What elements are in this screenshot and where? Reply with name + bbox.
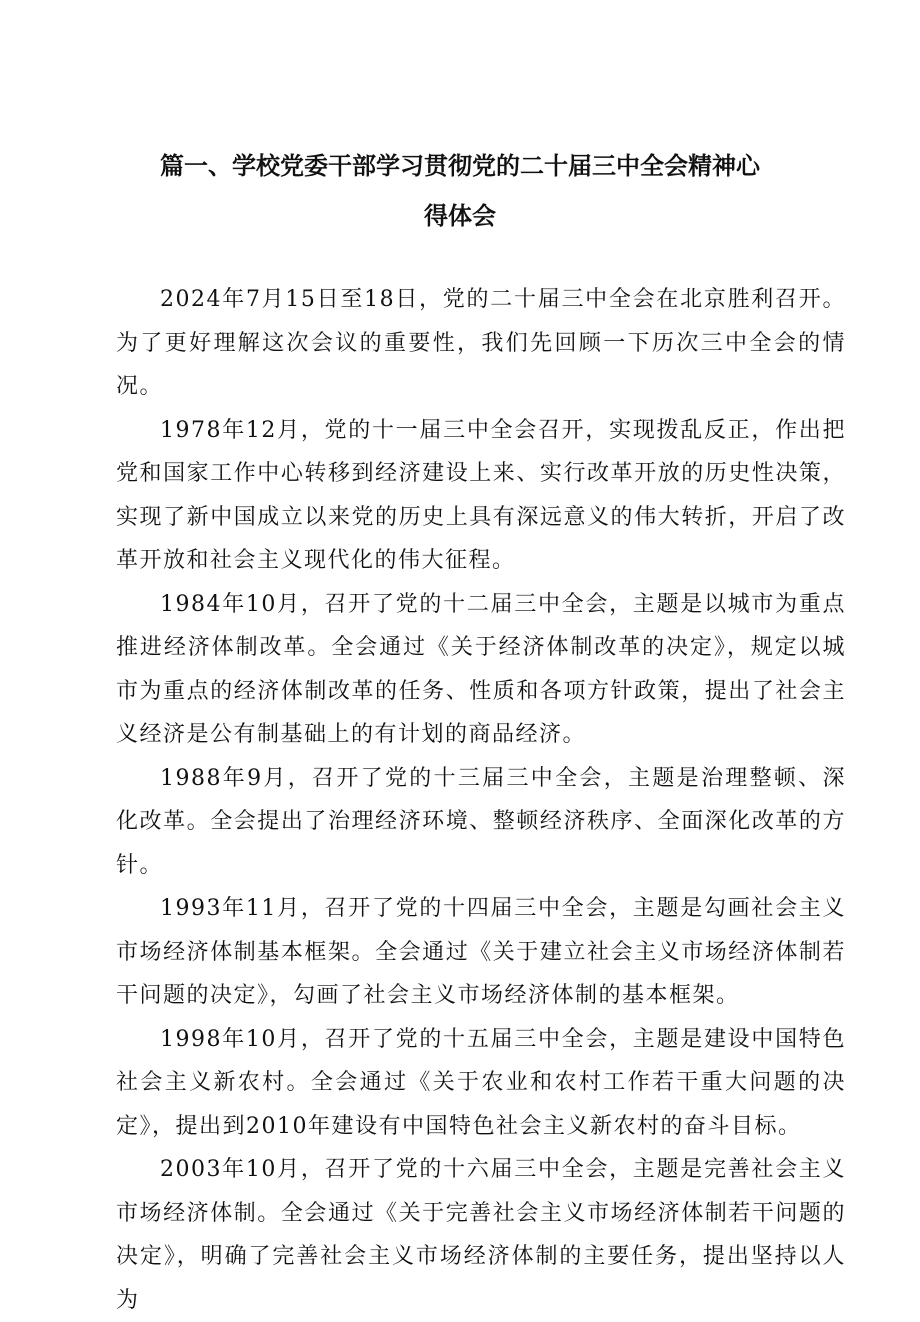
document-body [116, 278, 846, 1322]
paragraph-2003: 2003年10月，召开了党的十六届三中全会，主题是完善社会主义市场经济体制。全会通过《关于完善社会主义市场经济体制若干问题的决定》，明确了完善社会主义市场经济体制的主要任务，提出坚持以人为 [116, 1157, 846, 1313]
document-title-line-2: 得体会 [424, 202, 496, 230]
document-title-line-1: 篇一、学校党委干部学习贯彻党的二十届三中全会精神心 [160, 152, 760, 180]
paragraph-1978: 1978年12月，党的十一届三中全会召开，实现拨乱反正，作出把党和国家工作中心转移到经济建设上来、实行改革开放的历史性决策，实现了新中国成立以来党的历史上具有深远意义的伟大转折，开启了改革开放和社会主义现代化的伟大征程。 [116, 417, 846, 573]
paragraph-1984: 1984年10月，召开了党的十二届三中全会，主题是以城市为重点推进经济体制改革。全会通过《关于经济体制改革的决定》，规定以城市为重点的经济体制改革的任务、性质和各项方针政策，提出了社会主义经济是公有制基础上的有计划的商品经济。 [116, 591, 846, 747]
paragraph-2024: 2024年7月15日至18日，党的二十届三中全会在北京胜利召开。为了更好理解这次会议的重要性，我们先回顾一下历次三中全会的情况。 [116, 287, 846, 399]
paragraph-1988: 1988年9月，召开了党的十三届三中全会，主题是治理整顿、深化改革。全会提出了治理经济环境、整顿经济秩序、全面深化改革的方针。 [116, 765, 846, 878]
paragraph-1993: 1993年11月，召开了党的十四届三中全会，主题是勾画社会主义市场经济体制基本框架。全会通过《关于建立社会主义市场经济体制若干问题的决定》，勾画了社会主义市场经济体制的基本框架。 [116, 896, 846, 1008]
paragraph-1998: 1998年10月，召开了党的十五届三中全会，主题是建设中国特色社会主义新农村。全会通过《关于农业和农村工作若干重大问题的决定》，提出到2010年建设有中国特色社会主义新农村的奋斗目标。 [116, 1026, 846, 1139]
